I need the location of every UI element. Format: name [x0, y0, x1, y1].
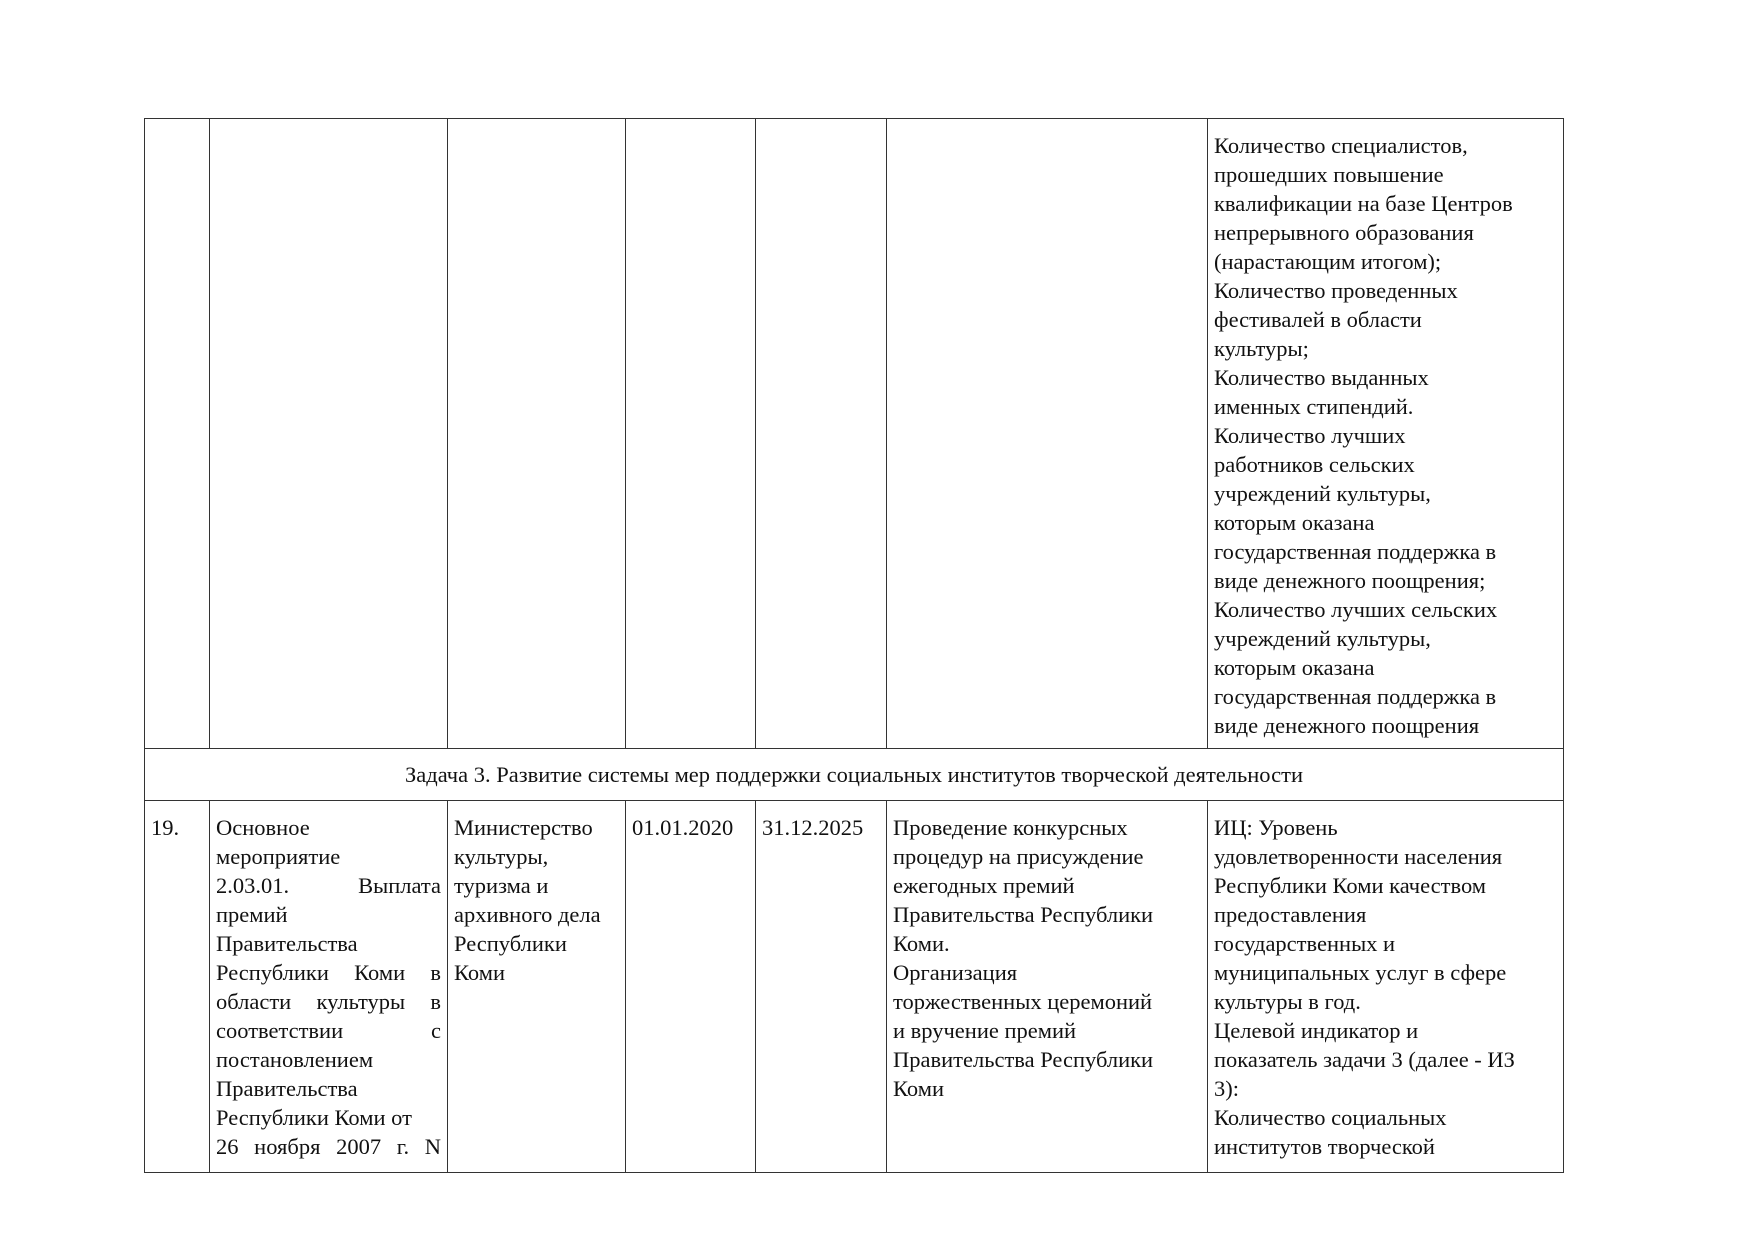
text-line: работников сельских [1214, 452, 1415, 477]
text-line: ежегодных премий [893, 873, 1075, 898]
text-line: (нарастающим итогом); [1214, 249, 1442, 274]
cell-activity [210, 801, 448, 1173]
text-line: Республики [454, 931, 567, 956]
text-line: Коми. [893, 931, 950, 956]
text-line: архивного дела [454, 902, 601, 927]
text-line: Количество специалистов, [1214, 133, 1468, 158]
cell-end: 31.12.2025 [756, 801, 887, 1173]
text-line: культуры; [1214, 336, 1309, 361]
text-line: виде денежного поощрения [1214, 713, 1480, 738]
cell-result [887, 119, 1208, 749]
text-line: удовлетворенности населения [1214, 844, 1503, 869]
text-line: Проведение конкурсных [893, 815, 1128, 840]
text-line: мероприятие [216, 844, 341, 869]
text-line: постановлением [216, 1047, 374, 1072]
text-line: Республики Коми от [216, 1105, 412, 1130]
text-line: фестивалей в области [1214, 307, 1422, 332]
cell-indicators [1208, 119, 1564, 749]
text-line: Количество проведенных [1214, 278, 1458, 303]
cell-executor [448, 119, 626, 749]
text-line: Министерство [454, 815, 593, 840]
text-line: Правительства [216, 1076, 358, 1101]
text-line: 26 ноября 2007 г. N [216, 1134, 441, 1159]
text-line: Количество лучших [1214, 423, 1406, 448]
text-line: учреждений культуры, [1214, 481, 1431, 506]
text-line: соответствии с [216, 1018, 441, 1043]
text-line: Количество выданных [1214, 365, 1429, 390]
cell-activity [210, 119, 448, 749]
text-line: муниципальных услуг в сфере [1214, 960, 1507, 985]
text-line: прошедших повышение [1214, 162, 1444, 187]
cell-executor [448, 801, 626, 1173]
text-line: которым оказана [1214, 655, 1375, 680]
cell-indicators [1208, 801, 1564, 1173]
text-line: Коми [454, 960, 505, 985]
text-line: Основное [216, 815, 310, 840]
text-line: виде денежного поощрения; [1214, 568, 1486, 593]
text-line: 3): [1214, 1076, 1239, 1101]
text-line: ИЦ: Уровень [1214, 815, 1338, 840]
program-activities-table [144, 118, 1564, 1173]
text-line: непрерывного образования [1214, 220, 1474, 245]
table-row-continued [145, 119, 1564, 749]
text-line: Республики Коми качеством [1214, 873, 1486, 898]
text-line: 2.03.01. Выплата [216, 873, 441, 898]
table-row-19 [145, 801, 1564, 1173]
text-line: Организация [893, 960, 1018, 985]
text-line: области культуры в [216, 989, 441, 1014]
text-line: Количество социальных [1214, 1105, 1447, 1130]
cell-number: 19. [145, 801, 210, 1173]
section-row [145, 749, 1564, 801]
text-line: туризма и [454, 873, 549, 898]
text-line: культуры, [454, 844, 549, 869]
text-line: Правительства Республики [893, 1047, 1154, 1072]
text-line: Правительства [216, 931, 358, 956]
section-title: Задача 3. Развитие системы мер поддержки социальных институтов творческой деятельности [145, 749, 1564, 801]
cell-result [887, 801, 1208, 1173]
cell-number [145, 119, 210, 749]
text-line: государственных и [1214, 931, 1396, 956]
text-line: Республики Коми в [216, 960, 441, 985]
text-line: которым оказана [1214, 510, 1375, 535]
text-line: торжественных церемоний [893, 989, 1153, 1014]
text-line: премий [216, 902, 288, 927]
text-line: культуры в год. [1214, 989, 1361, 1014]
text-line: Правительства Республики [893, 902, 1154, 927]
text-line: учреждений культуры, [1214, 626, 1431, 651]
cell-start: 01.01.2020 [626, 801, 756, 1173]
text-line: государственная поддержка в [1214, 539, 1497, 564]
text-line: институтов творческой [1214, 1134, 1435, 1159]
text-line: государственная поддержка в [1214, 684, 1497, 709]
text-line: Количество лучших сельских [1214, 597, 1498, 622]
text-line: и вручение премий [893, 1018, 1077, 1043]
cell-start [626, 119, 756, 749]
text-line: Целевой индикатор и [1214, 1018, 1419, 1043]
text-line: показатель задачи 3 (далее - ИЗ [1214, 1047, 1515, 1072]
text-line: квалификации на базе Центров [1214, 191, 1513, 216]
text-line: процедур на присуждение [893, 844, 1144, 869]
text-line: именных стипендий. [1214, 394, 1414, 419]
text-line: Коми [893, 1076, 944, 1101]
cell-end [756, 119, 887, 749]
text-line: предоставления [1214, 902, 1367, 927]
